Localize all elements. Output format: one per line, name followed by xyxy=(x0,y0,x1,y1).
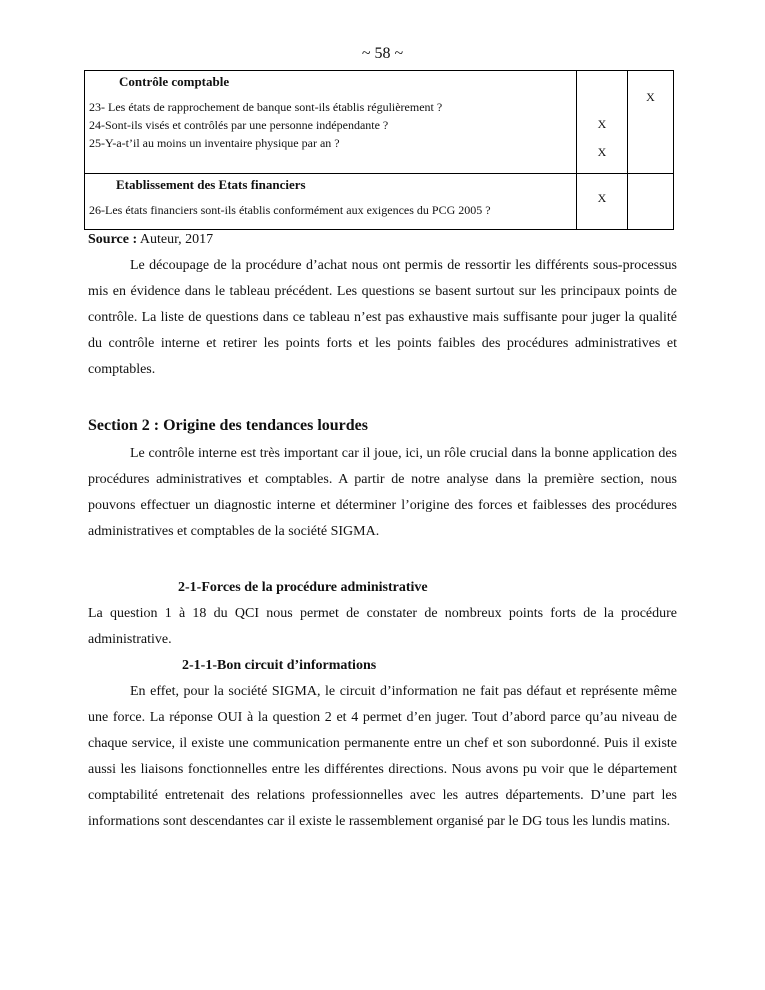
paragraph: Le contrôle interne est très important car il joue, ici, un rôle crucial dans la bonne application des procédures administratives et comptables. A partir de notre analyse dans la première section, nous pouvons effectuer un diagnostic interne et déterminer l’origine des forces et faiblesses des procédures administratives et comptables de la société SIGMA. xyxy=(88,446,677,539)
paragraph: Le découpage de la procédure d’achat nous ont permis de ressortir les différents sous-processus mis en évidence dans le tableau précédent. Les questions se basent surtout sur les principaux points de contrôle. La liste de questions dans ce tableau n’est pas exhaustive mais suffisante pour juger la qualité du contrôle interne et retirer les points forts et les points faibles des procédures administratives et comptables. xyxy=(88,258,677,377)
answer-mark: X xyxy=(597,145,607,159)
source-text: Auteur, 2017 xyxy=(139,232,214,247)
paragraph: En effet, pour la société SIGMA, le circuit d’information ne fait pas défaut et représente même une force. La réponse OUI à la question 2 et 4 permet d’en juger. Tout d’abord parce qu’au niveau de chaque service, il existe une communication permanente entre un chef et son subordonné. Puis il existe aussi les liaisons fonctionnelles entre les différentes directions. Nous avons pu voir que le département comptabilité entretenait des relations professionnelles avec les autres départements. D’une part les informations sont descendantes car il existe le rassemblement organisé par le DG tous les lundis matins. xyxy=(88,684,677,829)
table-source xyxy=(88,231,213,249)
table-row xyxy=(85,174,674,230)
subheading: 2-1-Forces de la procédure administrative xyxy=(178,580,428,595)
answer-cell-col2 xyxy=(628,71,674,174)
question-cell xyxy=(85,71,577,174)
table-section-title: Contrôle comptable xyxy=(119,74,230,89)
question-item: 23- Les états de rapprochement de banque sont-ils établis régulièrement ? xyxy=(89,100,443,114)
answer-mark: X xyxy=(597,191,607,205)
answer-cell-col1 xyxy=(577,174,628,230)
table-row xyxy=(85,71,674,174)
paragraph: La question 1 à 18 du QCI nous permet de constater de nombreux points forts de la procédure administrative. xyxy=(88,606,677,647)
source-label: Source : xyxy=(88,232,138,247)
subheading: 2-1-1-Bon circuit d’informations xyxy=(182,658,377,673)
answer-mark: X xyxy=(597,117,607,131)
answer-cell-col1 xyxy=(577,71,628,174)
page-number: ~ 58 ~ xyxy=(361,45,404,62)
qci-table xyxy=(84,70,674,230)
answer-cell-col2 xyxy=(628,174,674,230)
section-heading: Section 2 : Origine des tendances lourdes xyxy=(88,417,368,434)
question-item: 26-Les états financiers sont-ils établis conformément aux exigences du PCG 2005 ? xyxy=(89,203,491,217)
answer-mark: X xyxy=(646,90,655,104)
question-item: 24-Sont-ils visés et contrôlés par une personne indépendante ? xyxy=(89,118,389,132)
question-item: 25-Y-a-t’il au moins un inventaire physique par an ? xyxy=(89,136,340,150)
table-section-title: Etablissement des Etats financiers xyxy=(116,177,306,192)
question-cell xyxy=(85,174,577,230)
